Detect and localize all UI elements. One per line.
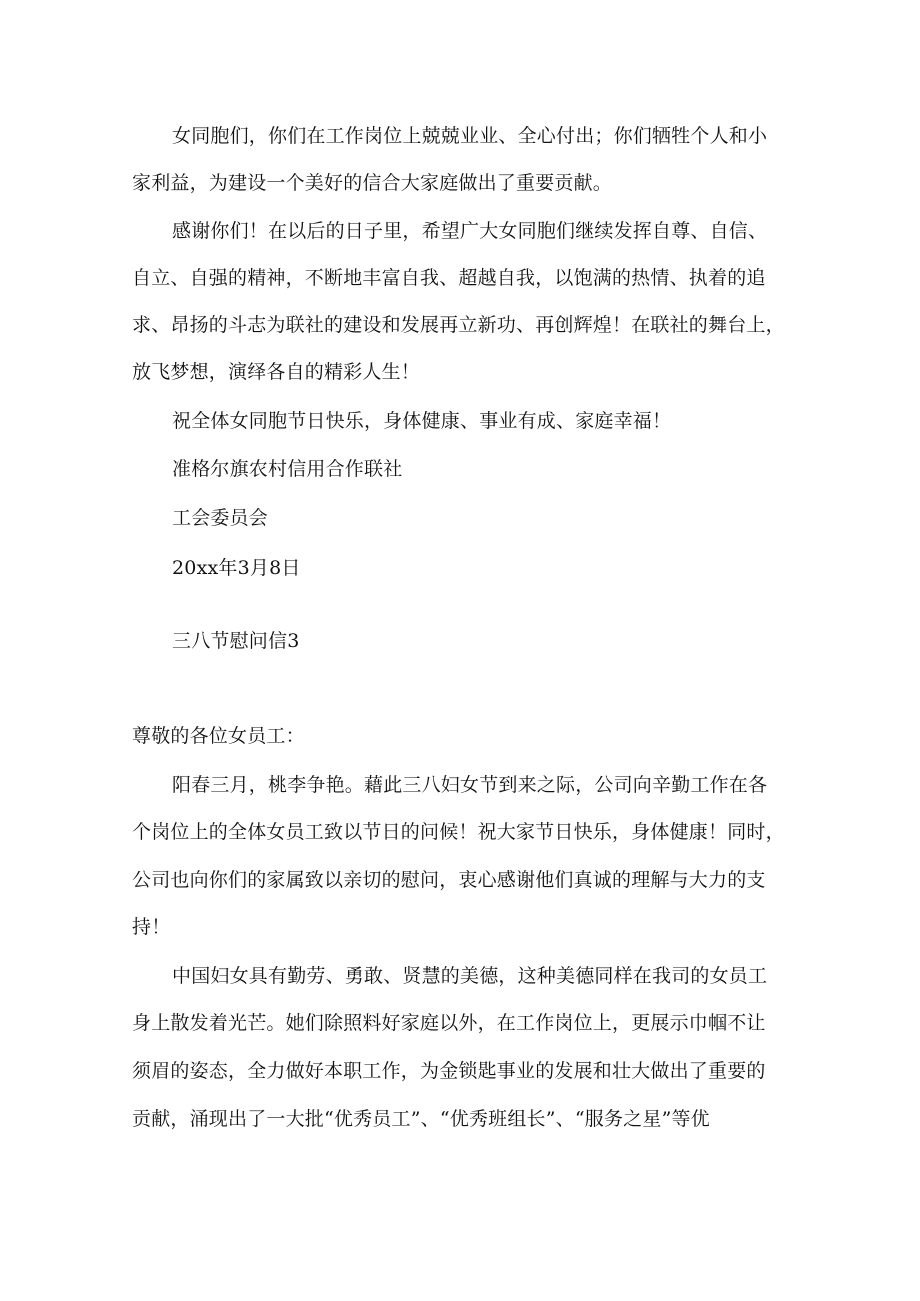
wish-line: 祝全体女同胞节日快乐，身体健康、事业有成、家庭幸福！	[172, 410, 672, 432]
paragraph-line: 须眉的姿态，全力做好本职工作，为金锁匙事业的发展和壮大做出了重要的	[132, 1060, 766, 1082]
paragraph-line: 身上散发着光芒。她们除照料好家庭以外，在工作岗位上，更展示巾帼不让	[132, 1012, 766, 1034]
paragraph-line: 女同胞们，你们在工作岗位上兢兢业业、全心付出；你们牺牲个人和小	[172, 125, 768, 147]
paragraph-line: 家利益，为建设一个美好的信合大家庭做出了重要贡献。	[132, 172, 613, 194]
paragraph-line: 自立、自强的精神，不断地丰富自我、超越自我，以饱满的热情、执着的追	[132, 267, 766, 289]
paragraph-line: 公司也向你们的家属致以亲切的慰问，衷心感谢他们真诚的理解与大力的支	[132, 869, 766, 891]
paragraph-line: 求、昂扬的斗志为联社的建设和发展再立新功、再创辉煌！在联社的舞台上，	[132, 314, 785, 336]
paragraph-line: 中国妇女具有勤劳、勇敢、贤慧的美德，这种美德同样在我司的女员工	[172, 965, 768, 987]
paragraph-line: 阳春三月，桃李争艳。藉此三八妇女节到来之际，公司向辛勤工作在各	[172, 774, 768, 796]
signature-org: 准格尔旗农村信用合作联社	[172, 458, 403, 480]
letter-title: 三八节慰问信3	[172, 630, 300, 652]
paragraph-line: 感谢你们！在以后的日子里，希望广大女同胞们继续发挥自尊、自信、	[172, 220, 768, 242]
signature-dept: 工会委员会	[172, 507, 269, 529]
paragraph-line: 贡献，涌现出了一大批“优秀员工”、“优秀班组长”、“服务之星”等优	[132, 1108, 710, 1130]
paragraph-line: 放飞梦想，演绎各自的精彩人生！	[132, 361, 421, 383]
paragraph-line: 个岗位上的全体女员工致以节日的问候！祝大家节日快乐，身体健康！同时，	[132, 821, 785, 843]
paragraph-line: 持！	[132, 916, 171, 938]
salutation: 尊敬的各位女员工：	[132, 725, 305, 747]
signature-date: 20xx年3月8日	[172, 557, 301, 579]
